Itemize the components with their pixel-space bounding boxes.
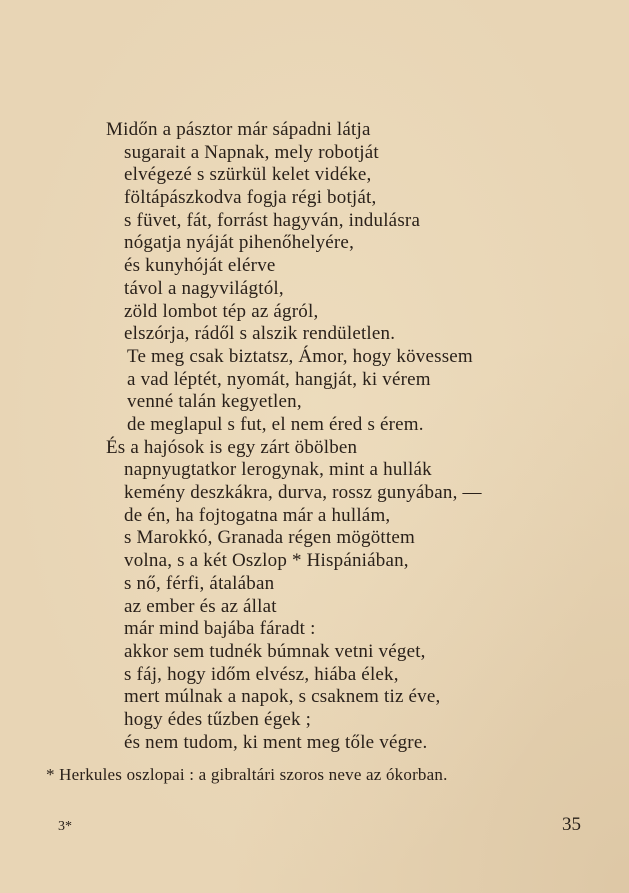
poem-line: távol a nagyvilágtól, — [124, 278, 284, 299]
poem-line: zöld lombot tép az ágról, — [124, 301, 319, 322]
poem-line: volna, s a két Oszlop * Hispániában, — [124, 550, 409, 571]
poem-line: s füvet, fát, forrást hagyván, indulásra — [124, 210, 421, 231]
poem-line: És a hajósok is egy zárt öbölben — [106, 437, 358, 458]
poem-line: mert múlnak a napok, s csaknem tiz éve, — [124, 686, 441, 707]
poem-line: nógatja nyáját pihenőhelyére, — [124, 232, 355, 253]
poem-line: Te meg csak biztatsz, Ámor, hogy kövessem — [127, 346, 473, 367]
poem-line: de meglapul s fut, el nem éred s érem. — [127, 414, 424, 435]
poem-line: kemény deszkákra, durva, rossz gunyában, — — [124, 482, 482, 503]
poem-line: akkor sem tudnék búmnak vetni véget, — [124, 641, 426, 662]
poem-line: elvégezé s szürkül kelet vidéke, — [124, 164, 372, 185]
poem-line: már mind bajába fáradt : — [124, 618, 316, 639]
poem-line: venné talán kegyetlen, — [127, 391, 302, 412]
poem-line: elszórja, rádől s alszik rendületlen. — [124, 323, 396, 344]
poem-line: Midőn a pásztor már sápadni látja — [106, 119, 371, 140]
poem-line: az ember és az állat — [124, 596, 277, 617]
poem-line: föltápászkodva fogja régi botját, — [124, 187, 377, 208]
poem-line: napnyugtatkor lerogynak, mint a hullák — [124, 459, 432, 480]
poem-line: s Marokkó, Granada régen mögöttem — [124, 527, 415, 548]
page-number: 35 — [562, 814, 581, 835]
poem-line: hogy édes tűzben égek ; — [124, 709, 312, 730]
signature-mark: 3* — [58, 819, 72, 834]
poem-line: s nő, férfi, átalában — [124, 573, 275, 594]
poem-line: de én, ha fojtogatna már a hullám, — [124, 505, 391, 526]
poem-line: s fáj, hogy időm elvész, hiába élek, — [124, 664, 399, 685]
poem-line: a vad léptét, nyomát, hangját, ki vérem — [127, 369, 431, 390]
poem-line: sugarait a Napnak, mely robotját — [124, 142, 379, 163]
poem-line: és kunyhóját elérve — [124, 255, 276, 276]
poem-line: és nem tudom, ki ment meg tőle végre. — [124, 732, 428, 753]
footnote: * Herkules oszlopai : a gibraltári szoros neve az ókorban. — [46, 765, 448, 784]
